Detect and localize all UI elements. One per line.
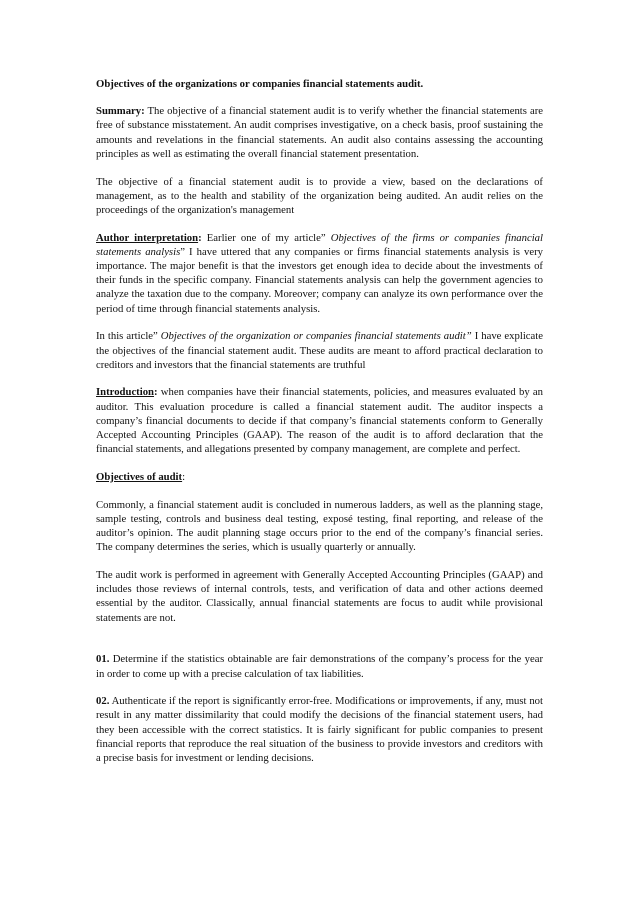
item-text: Determine if the statistics obtainable are fair demonstrations of the company’s process for the year in order to come up with a precise calculation of tax liabilities. — [96, 653, 543, 680]
author-text-start: Earlier one of my article” — [201, 231, 331, 244]
item-text: Authenticate if the report is significantly error-free. Modifications or improvements, if any, must not result in any matter dissimilarity that could modify the decisions of the financial statement users, had they been accessible with the correct statistics. It is fairly significant for public companies to present financial reports that reproduce the real situation of the business to provide investors and creditors with a precise basis for investment or lending decisions. — [96, 695, 543, 765]
introduction-text: when companies have their financial statements, policies, and measures evaluated by an auditor. This evaluation procedure is called a financial statement audit. The auditor inspects a company’s financial documents to decide if that company’s financial statements conform to Generally Accepted Accounting Principles (GAAP). The reason of the audit is to afford declaration that the financial statements, and allegations presented by company management, are complete and perfect. — [96, 386, 543, 456]
introduction-label: Introduction: — [96, 386, 158, 399]
summary-label: Summary: — [96, 105, 145, 118]
spacer — [96, 638, 543, 652]
author-interpretation-paragraph — [96, 231, 543, 316]
document-page — [96, 77, 543, 779]
item-number: 02. — [96, 695, 110, 708]
article-text-start: In this article” — [96, 330, 161, 343]
summary-paragraph — [96, 104, 543, 161]
summary-text: The objective of a financial statement audit is to verify whether the financial statements are free of substance misstatement. An audit comprises investigative, on a check basis, proof sustaining the amounts and revelations in the financial statements. An audit also contains assessing the accounting principles as well as estimating the overall financial statement presentation. — [96, 105, 543, 160]
objective-paragraph: The objective of a financial statement audit is to provide a view, based on the declarations of management, as to the health and stability of the organization being audited. An audit relies on the proceedings of the organization's management — [96, 175, 543, 216]
article-paragraph — [96, 329, 543, 372]
list-item — [96, 694, 543, 765]
gaap-paragraph: The audit work is performed in agreement with Generally Accepted Accounting Principles (GAAP) and includes those reviews of internal controls, tests, and verification of data and other actions deemed essential by the auditor. Classically, annual financial statements are focus to audit while provisional statements are not. — [96, 568, 543, 624]
list-item — [96, 652, 543, 680]
document-title: Objectives of the organizations or companies financial statements audit. — [96, 78, 424, 90]
author-interpretation-label: Author interpretation: — [96, 231, 202, 244]
author-text-end: ” I have uttered that any companies or firms financial statements analysis is very importance. The major benefit is that the investors get enough idea to decide about the investments of their funds in the specific company. Financial statements analysis can help the government agencies to analyze the taxation due to the company. Moreover; company can analyze its own performance over the period of time through financial statements analysis. — [96, 245, 544, 315]
author-referenced-article: Objectives of the firms or companies financial statements analysis — [96, 231, 543, 258]
article-title-reference: Objectives of the organization or companies financial statements audit” — [160, 330, 472, 343]
commonly-paragraph: Commonly, a financial statement audit is concluded in numerous ladders, as well as the planning stage, sample testing, controls and business deal testing, exposé testing, final reporting, and release of the auditor’s opinion. The audit planning stage occurs prior to the end of the company’s financial series. The company determines the series, which is usually quarterly or annually. — [96, 498, 543, 554]
objectives-heading: Objectives of audit: — [96, 470, 186, 483]
item-number: 01. — [96, 653, 110, 666]
introduction-paragraph — [96, 385, 543, 456]
article-text-end: I have explicate the objectives of the financial statement audit. These audits are meant to afford practical declaration to creditors and investors that the financial statements are truthful — [96, 330, 543, 371]
